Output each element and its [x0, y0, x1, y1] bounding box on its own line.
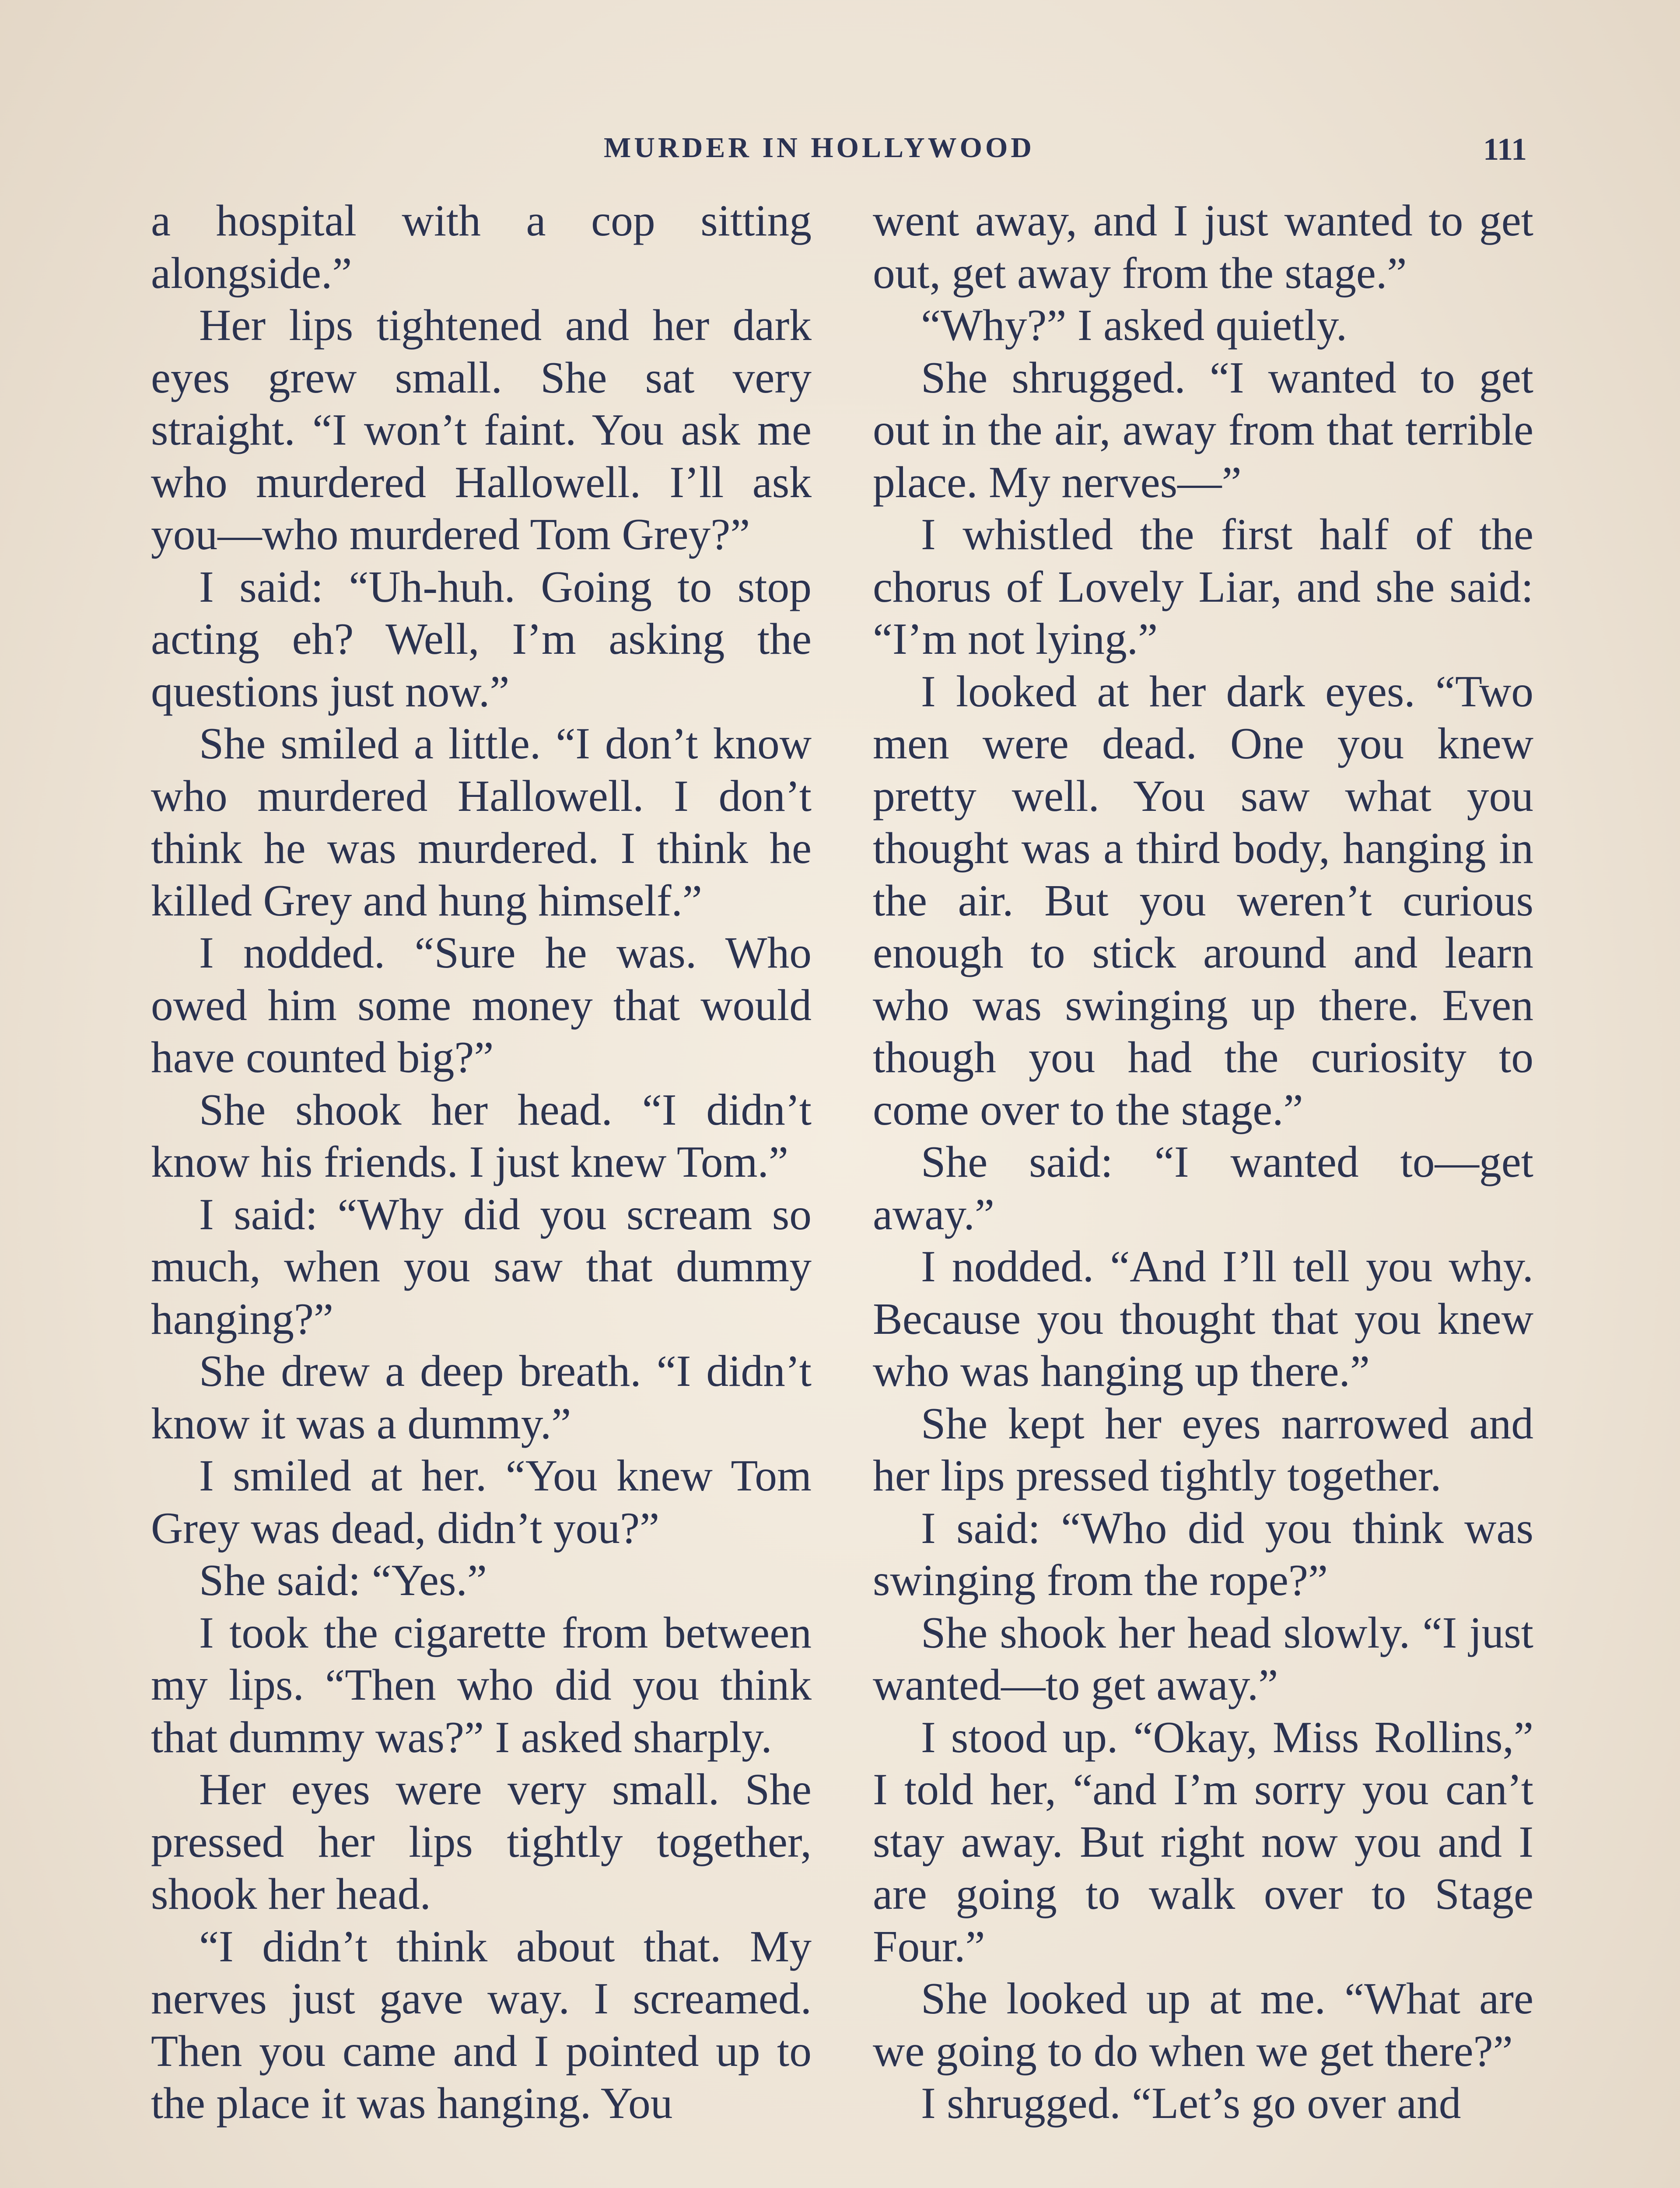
paragraph: She looked up at me. “What are we going to do when we get there?” — [873, 1974, 1533, 2076]
text-column-left — [151, 195, 812, 2130]
running-head: MURDER IN HOLLYWOOD — [604, 132, 1035, 164]
paragraph: “I didn’t think about that. My nerves just gave way. I screamed. Then you came and I pointed up to the place it was hanging. You — [151, 1922, 812, 2128]
paragraph: She said: “I wanted to—get away.” — [873, 1137, 1533, 1239]
paragraph: “Why?” I asked quietly. — [921, 301, 1348, 350]
paragraph: a hospital with a cop sitting alongside.” — [151, 196, 812, 298]
paragraph: I stood up. “Okay, Miss Rollins,” I told her, “and I’m sorry you can’t stay away. But right now you and I are going to walk over to Stage Four.” — [873, 1712, 1533, 1971]
page-number: 111 — [1483, 132, 1527, 167]
paragraph: I looked at her dark eyes. “Two men were dead. One you knew pretty well. You saw what you thought was a third body, hanging in the air. But you weren’t curious enough to stick around and learn who was swinging up there. Even though you had the curiosity to come over to the stage.” — [873, 666, 1533, 1134]
paragraph: I said: “Who did you think was swinging from the rope?” — [873, 1503, 1533, 1605]
paragraph: I took the cigarette from between my lips. “Then who did you think that dummy was?” I asked sharply. — [151, 1608, 812, 1762]
paragraph: She shook her head. “I didn’t know his friends. I just knew Tom.” — [151, 1085, 812, 1186]
paragraph: I smiled at her. “You knew Tom Grey was dead, didn’t you?” — [151, 1451, 812, 1553]
paragraph: She shook her head slowly. “I just wanted—to get away.” — [873, 1608, 1533, 1709]
paragraph: went away, and I just wanted to get out, get away from the stage.” — [873, 196, 1533, 298]
paragraph: I nodded. “Sure he was. Who owed him some money that would have counted big?” — [151, 928, 812, 1082]
paragraph: She kept her eyes narrowed and her lips pressed tightly together. — [873, 1399, 1533, 1500]
paragraph: She shrugged. “I wanted to get out in the air, away from that terrible place. My nerves—” — [873, 353, 1533, 507]
paragraph: She smiled a little. “I don’t know who murdered Hallowell. I don’t think he was murdered. I think he killed Grey and hung himself.” — [151, 719, 812, 925]
paragraph: I said: “Why did you scream so much, when you saw that dummy hanging?” — [151, 1189, 812, 1343]
paragraph: She drew a deep breath. “I didn’t know it was a dummy.” — [151, 1346, 812, 1448]
paragraph: Her lips tightened and her dark eyes grew small. She sat very straight. “I won’t faint. You ask me who murdered Hallowell. I’ll ask you—who murdered Tom Grey?” — [151, 301, 812, 559]
paragraph: I nodded. “And I’ll tell you why. Because you thought that you knew who was hanging up there.” — [873, 1242, 1533, 1396]
paragraph: Her eyes were very small. She pressed her lips tightly together, shook her head. — [151, 1765, 812, 1918]
paragraph: I said: “Uh-huh. Going to stop acting eh? Well, I’m asking the questions just now.” — [151, 562, 812, 716]
paragraph: I shrugged. “Let’s go over and — [921, 2079, 1461, 2128]
text-column-right — [873, 195, 1533, 2130]
paragraph: I whistled the first half of the chorus of Lovely Liar, and she said: “I’m not lying.” — [873, 510, 1533, 663]
paragraph: She said: “Yes.” — [199, 1556, 487, 1605]
